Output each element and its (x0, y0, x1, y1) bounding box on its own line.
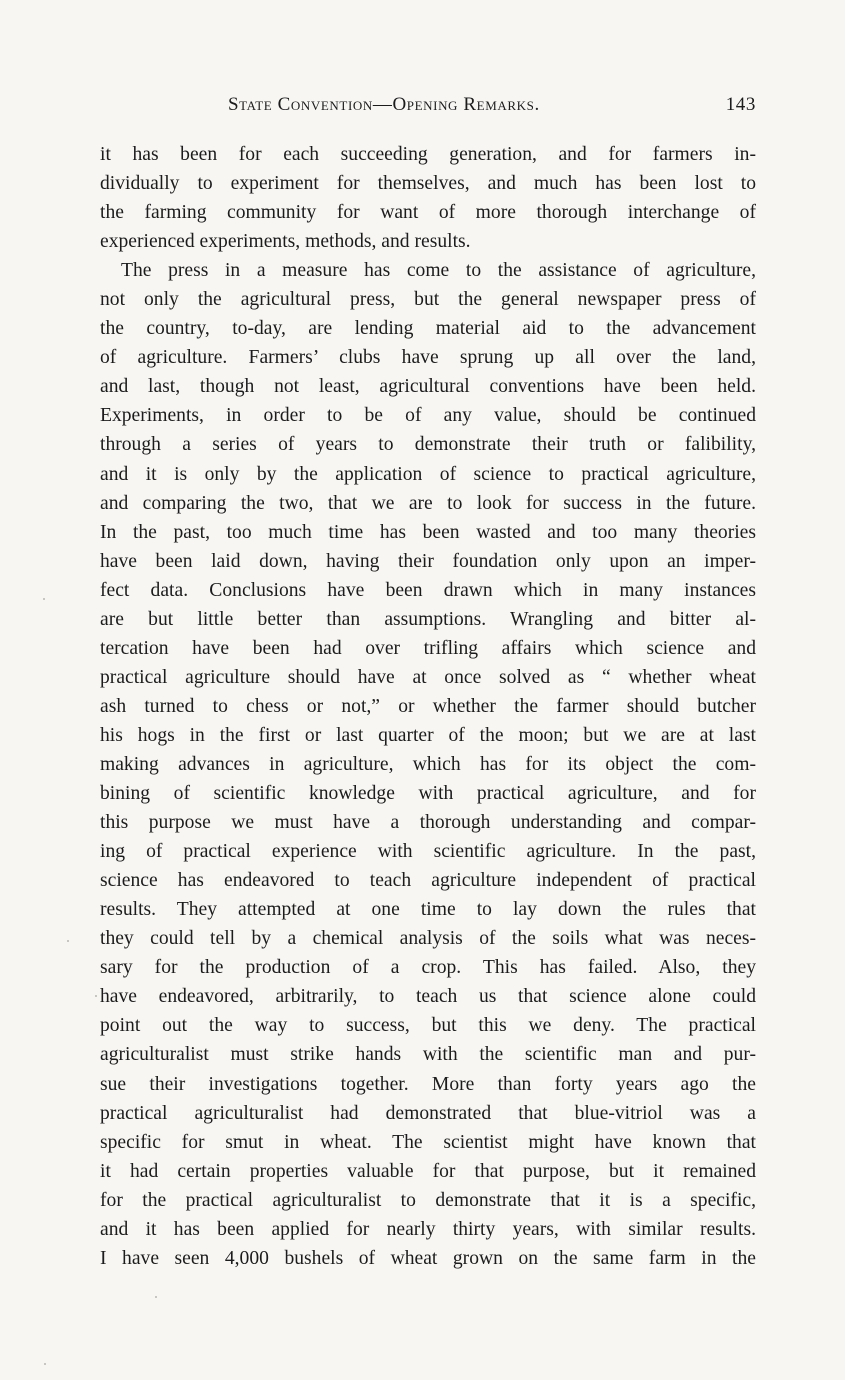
text-line: and it has been applied for nearly thirty years, with similar results. (100, 1218, 756, 1240)
running-title: State Convention—Opening Remarks. (228, 94, 540, 115)
text-line: bining of scientific knowledge with practical agriculture, and for (100, 783, 756, 805)
text-line: are but little better than assumptions. Wrangling and bitter al- (100, 608, 756, 630)
text-line: they could tell by a chemical analysis of the soils what was neces- (100, 928, 756, 950)
body-text (100, 140, 756, 1273)
text-line: Experiments, in order to be of any value, should be continued (100, 405, 756, 427)
text-line: sue their investigations together. More than forty years ago the (100, 1073, 756, 1095)
scan-speck (67, 940, 69, 942)
text-line: of agriculture. Farmers’ clubs have sprung up all over the land, (100, 347, 756, 369)
text-line: point out the way to success, but this we deny. The practical (100, 1015, 756, 1037)
text-line: agriculturalist must strike hands with the scientific man and pur- (100, 1044, 756, 1066)
text-line: In the past, too much time has been wasted and too many theories (100, 521, 756, 543)
text-line: tercation have been had over trifling affairs which science and (100, 637, 756, 659)
text-line: his hogs in the first or last quarter of the moon; but we are at last (100, 724, 756, 746)
text-line: have been laid down, having their foundation only upon an imper- (100, 550, 756, 572)
text-line: and comparing the two, that we are to look for success in the future. (100, 492, 756, 514)
text-line: results. They attempted at one time to lay down the rules that (100, 899, 756, 921)
text-line: it had certain properties valuable for that purpose, but it remained (100, 1160, 756, 1182)
text-line: ing of practical experience with scientific agriculture. In the past, (100, 841, 756, 863)
scan-speck (44, 1363, 46, 1365)
scan-speck (95, 995, 97, 997)
text-line: dividually to experiment for themselves, and much has been lost to (100, 173, 756, 195)
text-line: for the practical agriculturalist to demonstrate that it is a specific, (100, 1189, 756, 1211)
paragraph-first-line: The press in a measure has come to the assistance of agriculture, (121, 260, 756, 282)
text-line: it has been for each succeeding generation, and for farmers in- (100, 144, 756, 165)
page-number: 143 (725, 94, 756, 115)
text-line: and last, though not least, agricultural conventions have been held. (100, 376, 756, 398)
running-head (100, 94, 756, 120)
text-line: practical agriculturalist had demonstrated that blue-vitriol was a (100, 1102, 756, 1124)
text-line: sary for the production of a crop. This has failed. Also, they (100, 957, 756, 979)
text-line: have endeavored, arbitrarily, to teach us that science alone could (100, 986, 756, 1008)
text-line: experienced experiments, methods, and results. (100, 231, 471, 253)
text-line: practical agriculture should have at once solved as “ whether wheat (100, 666, 756, 688)
text-line: the farming community for want of more thorough interchange of (100, 202, 756, 224)
text-line: and it is only by the application of science to practical agriculture, (100, 463, 756, 485)
text-line: fect data. Conclusions have been drawn which in many instances (100, 579, 756, 601)
text-line: specific for smut in wheat. The scientist might have known that (100, 1131, 756, 1153)
text-line: ash turned to chess or not,” or whether the farmer should butcher (100, 695, 756, 717)
scan-speck (155, 1296, 157, 1298)
text-line: not only the agricultural press, but the general newspaper press of (100, 289, 756, 311)
text-line: this purpose we must have a thorough understanding and compar- (100, 812, 756, 834)
text-line: making advances in agriculture, which has for its object the com- (100, 753, 756, 775)
text-line: I have seen 4,000 bushels of wheat grown on the same farm in the (100, 1247, 756, 1269)
scan-speck (43, 598, 45, 600)
text-line: the country, to-day, are lending material aid to the advancement (100, 318, 756, 340)
text-line: science has endeavored to teach agriculture independent of practical (100, 870, 756, 892)
text-line: through a series of years to demonstrate their truth or falibility, (100, 434, 756, 456)
